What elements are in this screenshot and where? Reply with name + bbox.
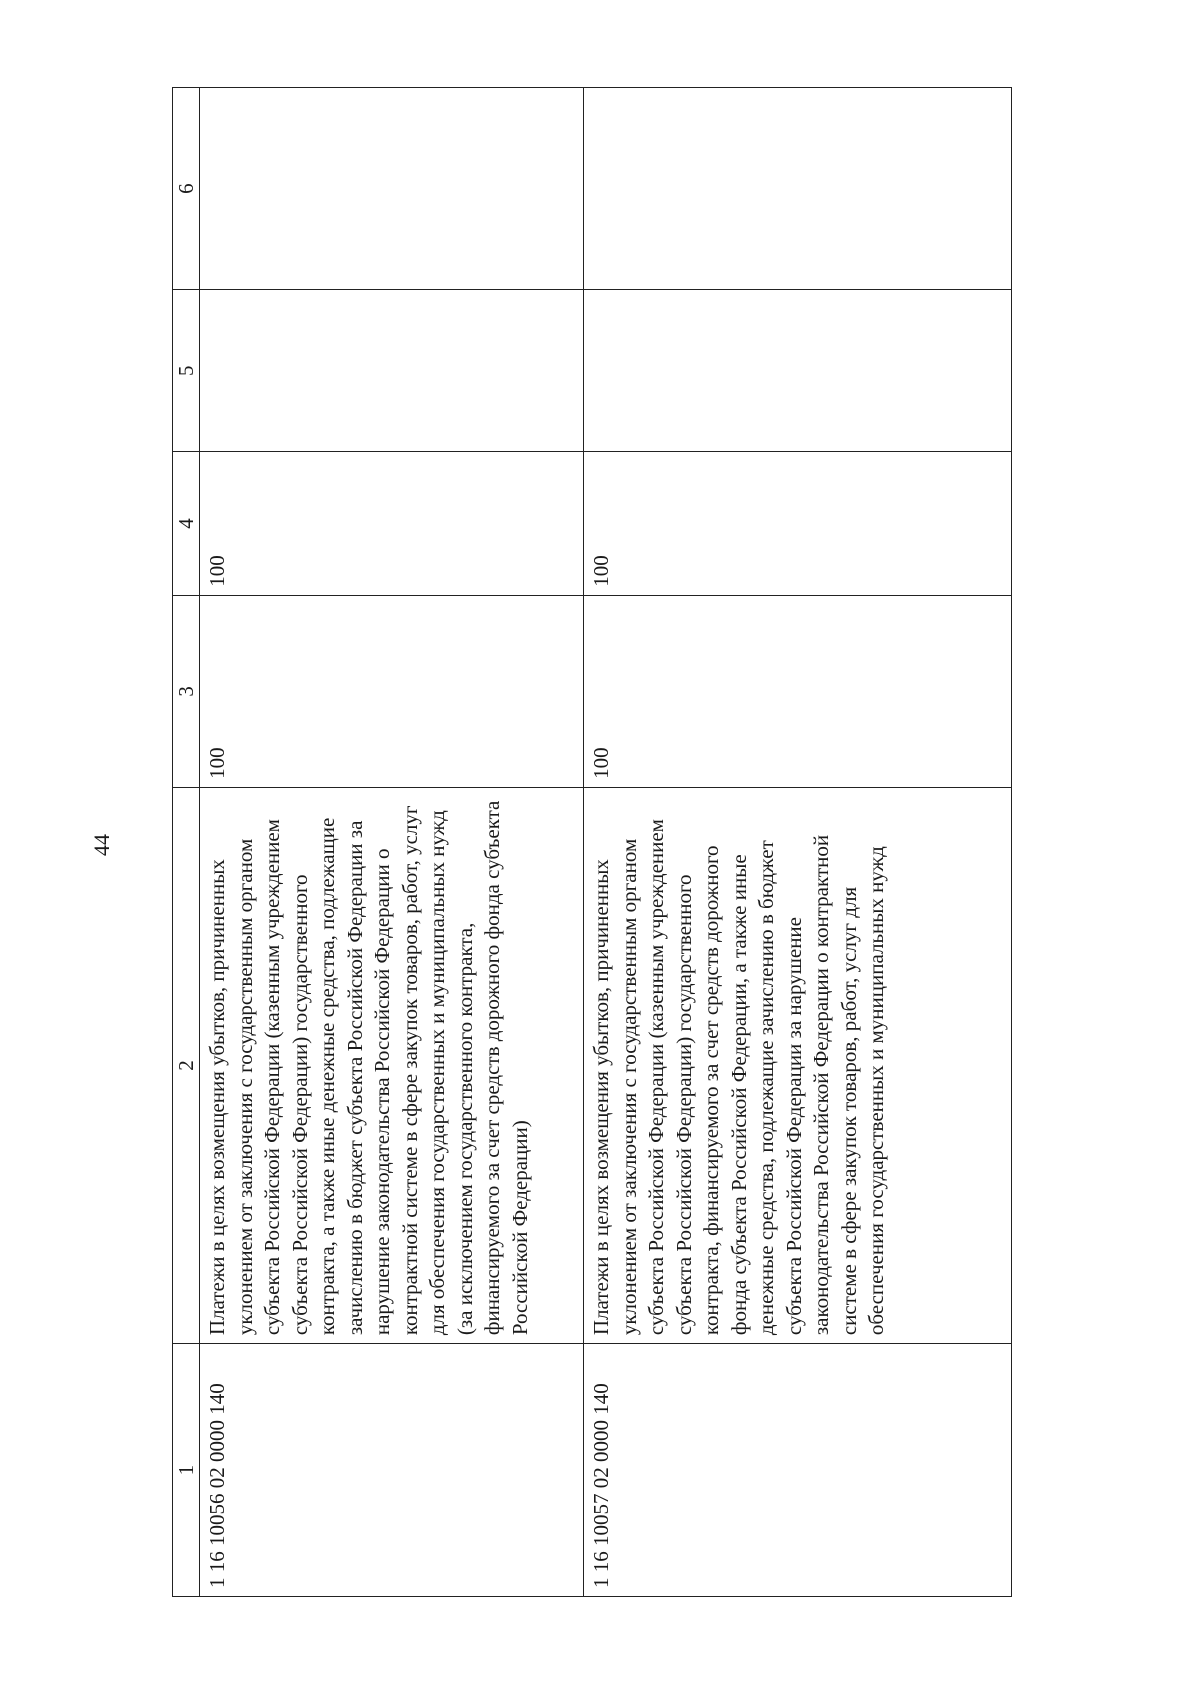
value-col-5-cell: [200, 290, 584, 452]
header-col-5: 5: [173, 290, 200, 452]
description-cell: Платежи в целях возмещения убытков, причиненных уклонением от заключения с государственным органом субъекта Российской Федерации (казенным учреждением субъекта Российской Федерации) государственного контракта, а также иные денежные средства, подлежащие зачислению в бюджет субъекта Российской Федерации за нарушение законодательства Российской Федерации о контрактной системе в сфере закупок товаров, работ, услуг для обеспечения государственных и муниципальных нужд (за исключением государственного контракта, финансируемого за счет средств дорожного фонда субъекта Российской Федерации): [200, 787, 584, 1343]
table-container: [172, 87, 1012, 1597]
value-col-4-cell: 100: [200, 452, 584, 596]
header-col-6: 6: [173, 88, 200, 290]
value-col-6-cell: [584, 88, 1012, 290]
budget-code-cell: 1 16 10057 02 0000 140: [584, 1344, 1012, 1597]
value-col-3-cell: 100: [200, 595, 584, 787]
header-col-1: 1: [173, 1344, 200, 1597]
budget-code-cell: 1 16 10056 02 0000 140: [200, 1344, 584, 1597]
description-cell: Платежи в целях возмещения убытков, причиненных уклонением от заключения с государственным органом субъекта Российской Федерации (казенным учреждением субъекта Российской Федерации) государственного контракта, финансируемого за счет средств дорожного фонда субъекта Российской Федерации, а также иные денежные средства, подлежащие зачислению в бюджет субъекта Российской Федерации за нарушение законодательства Российской Федерации о контрактной системе в сфере закупок товаров, работ, услуг для обеспечения государственных и муниципальных нужд: [584, 787, 1012, 1343]
header-col-2: 2: [173, 787, 200, 1343]
header-col-4: 4: [173, 452, 200, 596]
header-col-3: 3: [173, 595, 200, 787]
revenue-table: [172, 87, 1012, 1597]
table-row: [200, 88, 584, 1597]
table-row: [584, 88, 1012, 1597]
header-row: [173, 88, 200, 1597]
value-col-4-cell: 100: [584, 452, 1012, 596]
rotated-table-frame: [172, 87, 1012, 1597]
value-col-6-cell: [200, 88, 584, 290]
page-number: 44: [89, 834, 114, 856]
value-col-3-cell: 100: [584, 595, 1012, 787]
value-col-5-cell: [584, 290, 1012, 452]
